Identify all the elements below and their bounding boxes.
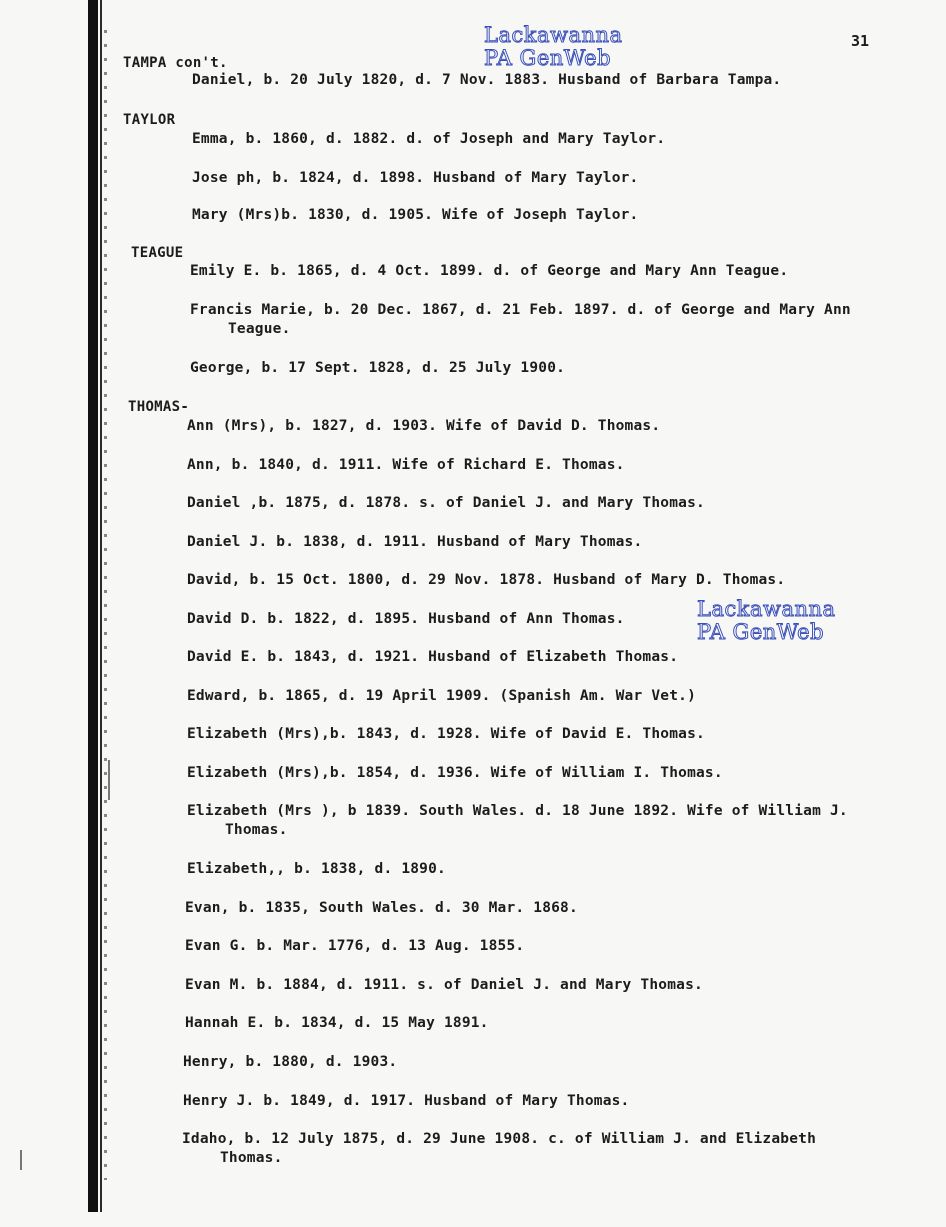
entry-text: Evan G. b. Mar. 1776, d. 13 Aug. 1855. (185, 938, 525, 954)
list-item (187, 725, 705, 744)
list-item (187, 764, 723, 783)
list-item (187, 456, 625, 475)
entry-continuation: Thomas. (220, 1150, 283, 1166)
entry-text: David E. b. 1843, d. 1921. Husband of Elizabeth Thomas. (187, 649, 679, 665)
entry-text: Mary (Mrs)b. 1830, d. 1905. Wife of Joseph Taylor. (192, 207, 639, 223)
entry-text: Elizabeth (Mrs),b. 1843, d. 1928. Wife of David E. Thomas. (187, 726, 705, 742)
binding-perforation (104, 30, 107, 1180)
entry-continuation: Teague. (228, 321, 291, 337)
watermark-line2: PA GenWeb (484, 46, 612, 70)
list-item (185, 1014, 489, 1033)
margin-mark (20, 1150, 22, 1170)
binding-edge (88, 0, 98, 1212)
entry-text: Daniel, b. 20 July 1820, d. 7 Nov. 1883. Husband of Barbara Tampa. (192, 72, 782, 88)
entry-continuation: Thomas. (225, 822, 288, 838)
entry-text: David, b. 15 Oct. 1800, d. 29 Nov. 1878. Husband of Mary D. Thomas. (187, 572, 786, 588)
list-item (187, 417, 660, 436)
list-item (187, 687, 696, 706)
surname-heading: THOMAS- (128, 399, 190, 415)
list-item (190, 301, 851, 339)
list-item (182, 1130, 816, 1168)
page-number: 31 (851, 32, 870, 50)
margin-mark (108, 760, 110, 800)
list-item (192, 71, 781, 90)
entry-text: Daniel ,b. 1875, d. 1878. s. of Daniel J. and Mary Thomas. (187, 495, 705, 511)
entry-text: David D. b. 1822, d. 1895. Husband of Ann Thomas. (187, 611, 625, 627)
list-item (187, 860, 446, 879)
watermark-line1: Lackawanna (484, 23, 623, 47)
entry-text: Emily E. b. 1865, d. 4 Oct. 1899. d. of George and Mary Ann Teague. (190, 263, 789, 279)
entry-text: Elizabeth (Mrs ), b 1839. South Wales. d. 18 June 1892. Wife of William J. (187, 803, 848, 819)
list-item (190, 262, 788, 281)
watermark-top (484, 24, 623, 70)
entry-text: Emma, b. 1860, d. 1882. d. of Joseph and Mary Taylor. (192, 131, 666, 147)
list-item (185, 899, 578, 918)
list-item (187, 571, 785, 590)
entry-text: Elizabeth (Mrs),b. 1854, d. 1936. Wife of William I. Thomas. (187, 765, 723, 781)
surname-heading: TEAGUE (131, 245, 184, 261)
watermark-middle (697, 598, 836, 644)
list-item (187, 648, 678, 667)
watermark-line2: PA GenWeb (697, 620, 825, 644)
list-item (190, 359, 565, 378)
entry-text: Idaho, b. 12 July 1875, d. 29 June 1908. c. of William J. and Elizabeth (182, 1131, 817, 1147)
entry-text: Henry J. b. 1849, d. 1917. Husband of Mary Thomas. (183, 1093, 630, 1109)
entry-text: Evan M. b. 1884, d. 1911. s. of Daniel J. and Mary Thomas. (185, 977, 703, 993)
entry-text: Jose ph, b. 1824, d. 1898. Husband of Mary Taylor. (192, 170, 639, 186)
list-item (185, 937, 524, 956)
list-item (187, 533, 642, 552)
list-item (192, 169, 639, 188)
entry-text: Hannah E. b. 1834, d. 15 May 1891. (185, 1015, 489, 1031)
list-item (183, 1092, 630, 1111)
entry-text: Edward, b. 1865, d. 19 April 1909. (Spanish Am. War Vet.) (187, 688, 696, 704)
entry-text: Henry, b. 1880, d. 1903. (183, 1054, 398, 1070)
list-item (185, 976, 703, 995)
list-item (187, 610, 625, 629)
entry-text: Ann, b. 1840, d. 1911. Wife of Richard E. Thomas. (187, 457, 625, 473)
list-item (187, 494, 705, 513)
entry-text: George, b. 17 Sept. 1828, d. 25 July 1900. (190, 360, 566, 376)
watermark-line1: Lackawanna (697, 597, 836, 621)
entry-text: Ann (Mrs), b. 1827, d. 1903. Wife of David D. Thomas. (187, 418, 661, 434)
list-item (192, 206, 639, 225)
list-item (192, 130, 665, 149)
surname-heading: TAYLOR (123, 112, 176, 128)
binding-line (100, 0, 102, 1212)
entry-text: Francis Marie, b. 20 Dec. 1867, d. 21 Feb. 1897. d. of George and Mary Ann (190, 302, 851, 318)
entry-text: Elizabeth,, b. 1838, d. 1890. (187, 861, 446, 877)
entry-text: Daniel J. b. 1838, d. 1911. Husband of Mary Thomas. (187, 534, 643, 550)
surname-heading: TAMPA con't. (123, 55, 228, 71)
list-item (183, 1053, 397, 1072)
list-item (187, 802, 848, 840)
entry-text: Evan, b. 1835, South Wales. d. 30 Mar. 1868. (185, 900, 578, 916)
